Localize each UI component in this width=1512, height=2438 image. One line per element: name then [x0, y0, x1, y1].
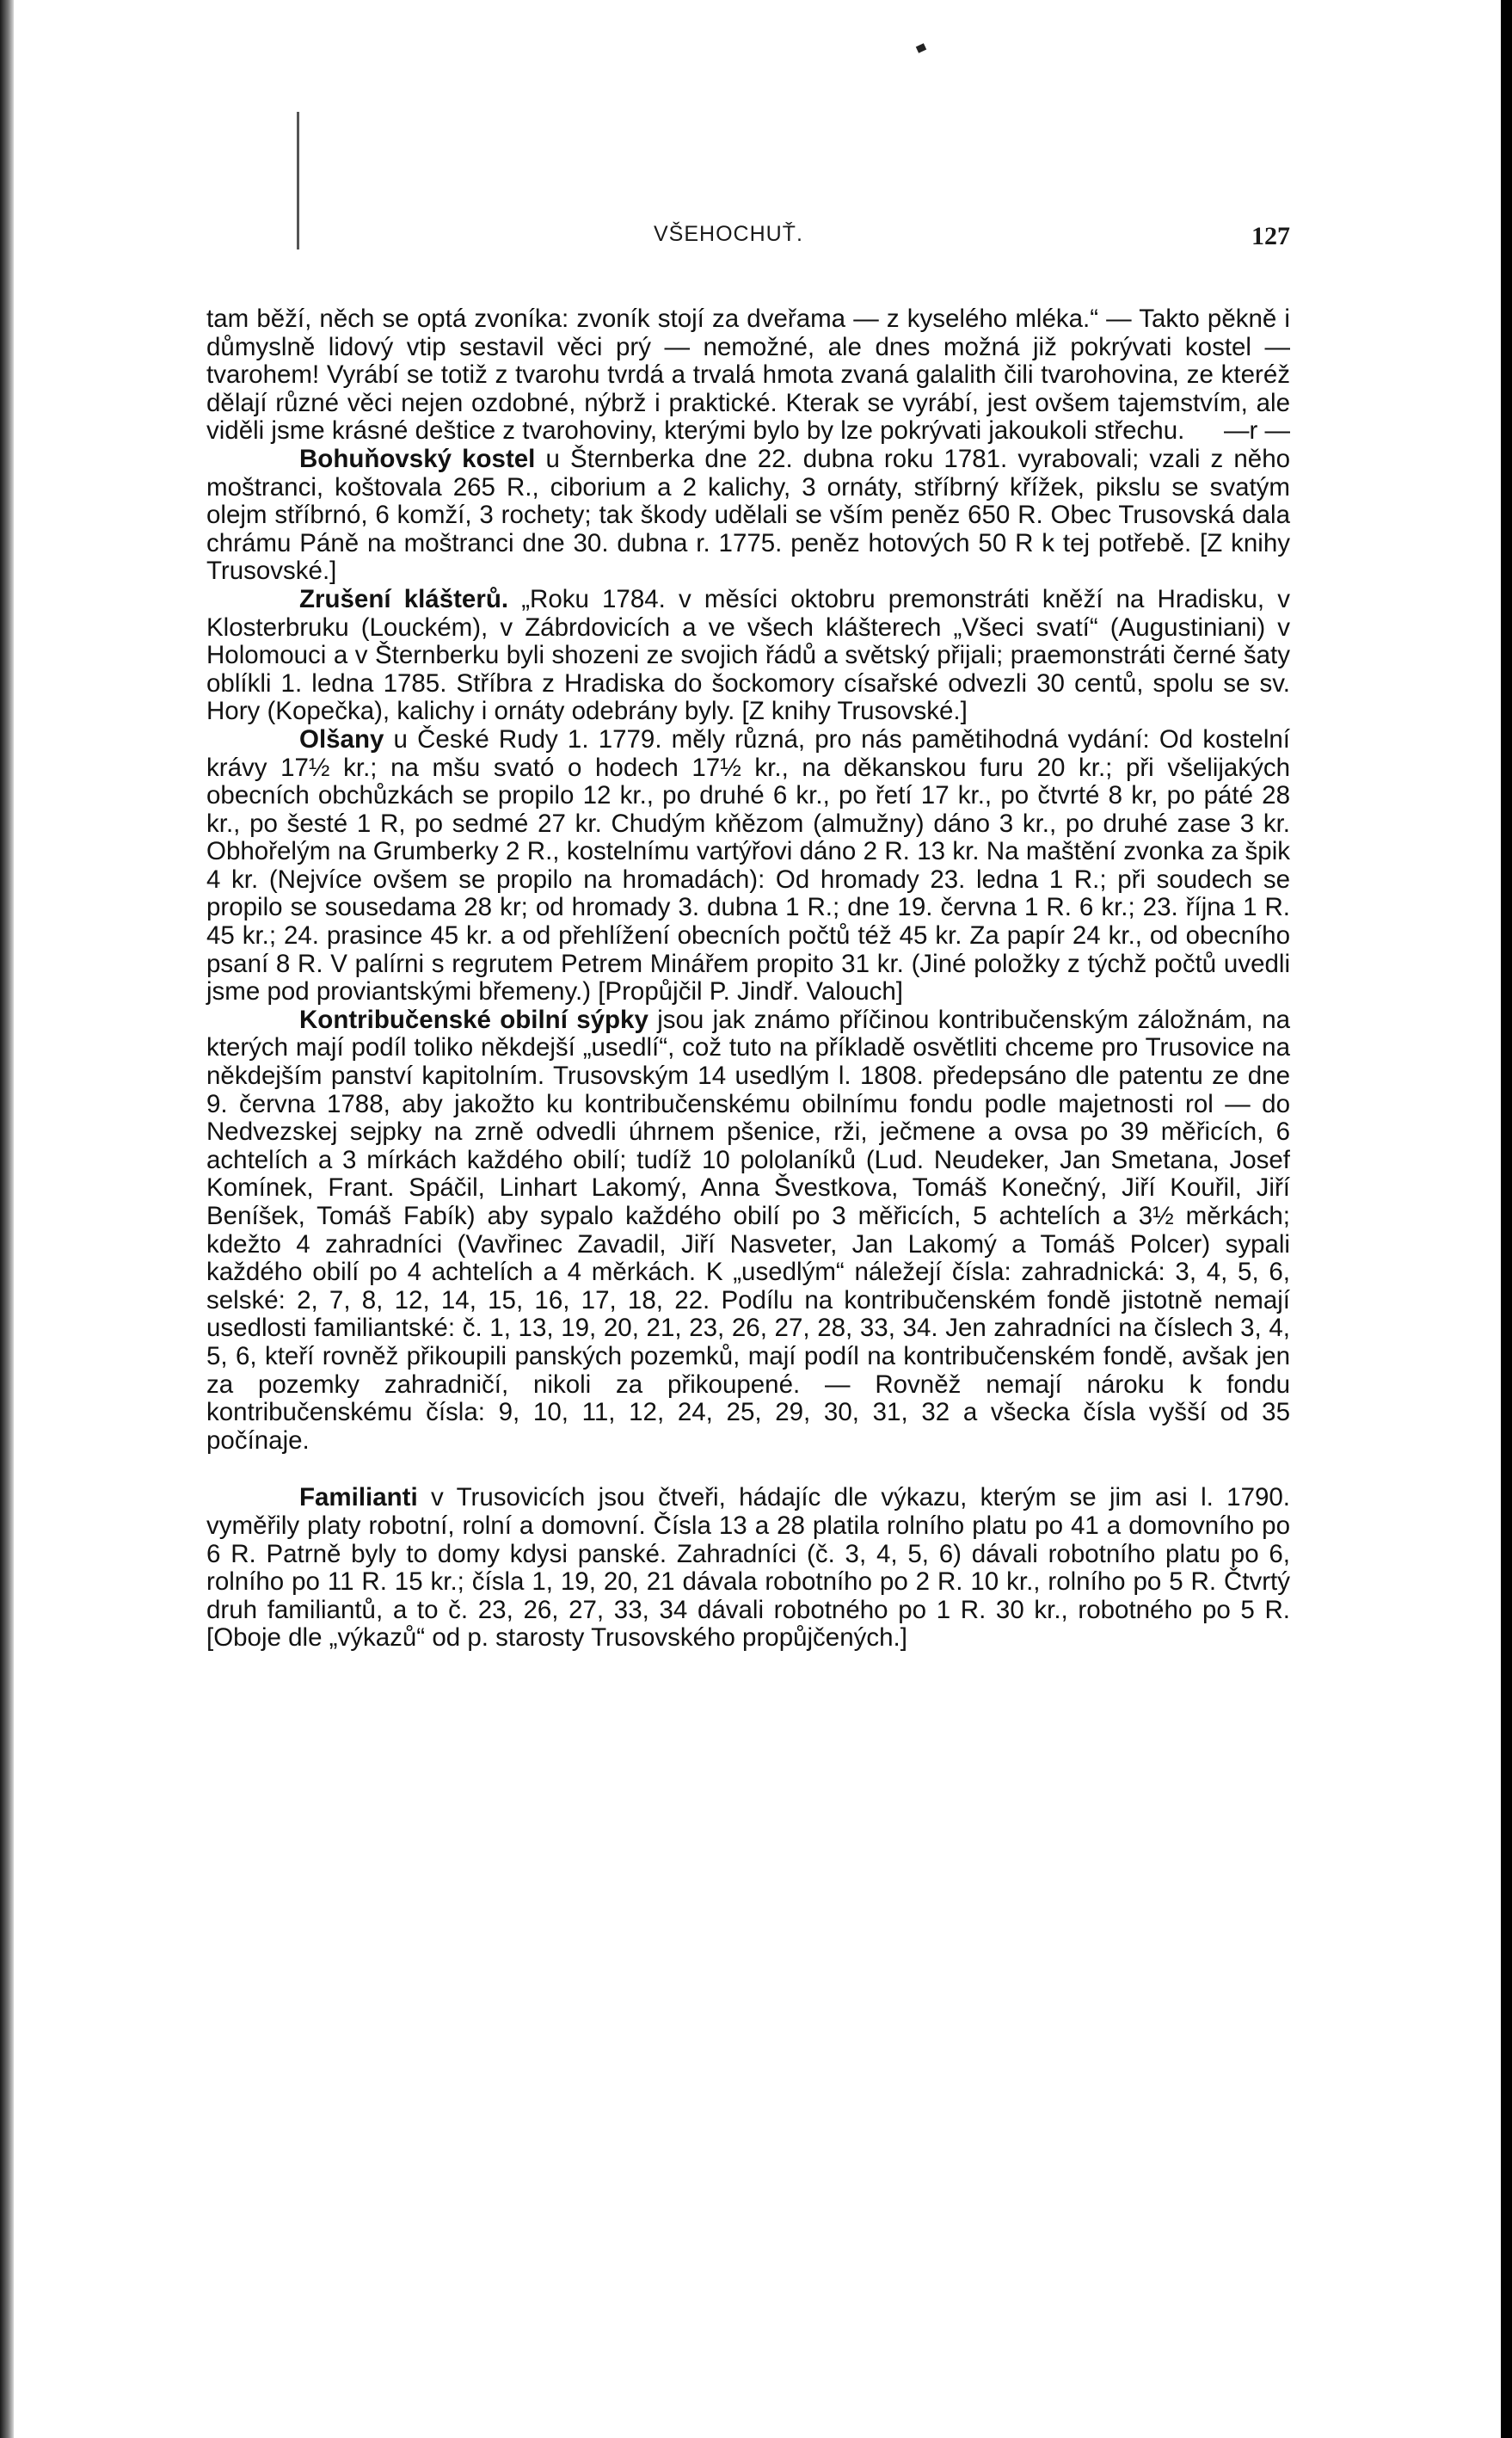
paragraph-bohunovsky	[206, 446, 1290, 586]
paragraph-zruseni	[206, 586, 1290, 726]
paragraph-text: „Roku 1784. v měsíci oktobru premonstráti kněží na Hradisku, v Klosterbruku (Louckém), v Zábrdovicích a ve všech klášterech „Všeci svatí“ (Augustiniani) v Holomouci a v Šternberku byli shozeni ze svojich řádů a světský přijali; praemonstráti černé šaty oblíkli 1. ledna 1785. Stříbra z Hradiska do šockomory císařské odvezli 30 centů, spolu se sv. Hory (Kopečka), kalichy i ornáty odebrány byly. [Z knihy Trusovské.]	[206, 584, 1291, 726]
paragraph-familianti	[206, 1484, 1290, 1653]
author-signature: —r —	[1223, 416, 1290, 446]
section-heading: Bohuňovský kostel	[299, 444, 536, 473]
section-heading: Familianti	[299, 1483, 418, 1512]
scan-binding-edge	[0, 0, 14, 2438]
paragraph-text: u Šternberka dne 22. dubna roku 1781. vyrabovali; vzali z něho moštranci, koštovala 265 R., ciborium a 2 kalichy, 3 ornáty, stříbrný křížek, pikslu se svatým olejm stříbrnó, 6 komží, 3 rochety; tak škody udělali se vším peněz 650 R. Obec Trusovská dala chrámu Páně na moštranci dne 30. dubna r. 1775. peněz hotových 50 R k tej potřebě. [Z knihy Trusovské.]	[206, 444, 1291, 586]
page-number: 127	[1251, 222, 1290, 250]
paragraph-olsany	[206, 726, 1290, 1007]
page-header	[206, 222, 1290, 256]
paragraph-text: v Trusovicích jsou čtveři, hádajíc dle výkazu, kterým se jim asi l. 1790. vyměřily platy robotní, rolní a domovní. Čísla 13 a 28 platila rolního platu po 41 a domovního po 6 R. Patrně byly to domy kdysi panské. Zahradníci (č. 3, 4, 5, 6) dávali robotního platu po 6, rolního po 11 R. 15 kr.; čísla 1, 19, 20, 21 dávala robotního po 2 R. 10 kr., rolního po 5 R. Čtvrtý druh familiantů, a to č. 23, 26, 27, 33, 34 dávali robotného po 1 R. 30 kr., robotného po 5 R. [Oboje dle „výkazů“ od p. starosty Trusovského propůjčených.]	[206, 1483, 1290, 1653]
paragraph-text: jsou jak známo příčinou kontribučenským záložnám, na kterých mají podíl toliko někdejší „usedlí“, což tuto na příkladě osvětliti chceme pro Trusovice na někdejším panství kapitolním. Trusovským 14 usedlým l. 1808. předepsáno dle patentu ze dne 9. června 1788, aby jakožto ku kontribučenskému obilnímu fondu podle majetnosti rol — do Nedvezskej sejpky na zrně odvedli úhrnem pšenice, rži, ječmene a ovsa po 39 měřicích, 6 achtelích a 3 mírkách každého obilí; tudíž 10 pololaníků (Lud. Neudeker, Jan Smetana, Josef Komínek, Frant. Spáčil, Linhart Lakomý, Anna Švestkova, Tomáš Konečný, Jiří Kouřil, Jiří Beníšek, Tomáš Fabík) aby sypalo každého obilí po 3 měřicích, 5 achtelích a 3½ měrkách; kdežto 4 zahradníci (Vavřinec Zavadil, Jiří Nasveter, Jan Lakomý a Tomáš Polcer) sypali každého obilí po 4 achtelích a 4 měrkách. K „usedlým“ náležejí čísla: zahradnická: 3, 4, 5, 6, selské: 2, 7, 8, 12, 14, 15, 16, 17, 18, 22. Podílu na kontribučenském fondě jistotně nemají usedlosti familiantské: č. 1, 13, 19, 20, 21, 23, 26, 27, 28, 33, 34. Jen zahradníci na číslech 3, 4, 5, 6, kteří rovněž přikoupili panských pozemků, mají podíl na kontribučenském fondě, avšak jen za pozemky zahradničí, nikoli za přikoupené. — Rovněž nemají nároku k fondu kontribučenskému čísla: 9, 10, 11, 12, 24, 25, 29, 30, 31, 32 a všecka čísla vyšší od 35 počínaje.	[206, 1005, 1291, 1455]
scan-speck	[916, 43, 926, 52]
section-heading: Kontribučenské obilní sýpky	[299, 1005, 648, 1034]
section-heading: Olšany	[299, 724, 384, 754]
body-text	[206, 305, 1290, 1653]
paragraph-galalith	[206, 305, 1290, 446]
paragraph-text: u České Rudy 1. 1779. měly různá, pro nás pamětihodná vydání: Od kostelní krávy 17½ kr.; na mšu svató o hodech 17½ kr., na děkanskou furu 20 kr.; při všelijakých obecních obchůzkách se propilo 12 kr., po druhé 6 kr., po řetí 17 kr., po čtvrté 8 kr, po páté 28 kr., po šesté 1 R, po sedmé 27 kr. Chudým kňězom (almužny) dáno 3 kr., po druhé zase 3 kr. Obhořelým na Grumberky 2 R., kostelnímu vartýřovi dáno 2 R. 13 kr. Na maštění zvonka za špik 4 kr. (Nejvíce ovšem se propilo na hromadách): Od hromady 23. ledna 1 R.; při soudech se propilo se sousedama 28 kr; od hromady 3. dubna 1 R.; dne 19. června 1 R. 6 kr.; 23. října 1 R. 45 kr.; 24. prasince 45 kr. a od přehlížení obecních počtů též 45 kr. Za papír 24 kr., od obecního psaní 8 R. V palírni s regrutem Petrem Minářem propito 31 kr. (Jiné položky z týchž počtů uvedli jsme pod proviantskými břemeny.) [Propůjčil P. Jindř. Valouch]	[206, 724, 1290, 1007]
paragraph-text: tam běží, něch se optá zvoníka: zvoník stojí za dveřama — z kyselého mléka.“ — Takto pěkně i důmyslně lidový vtip sestavil věci prý — nemožné, ale dnes možná již pokrývati kostel — tvarohem! Vyrábí se totiž z tvarohu tvrdá a trvalá hmota zvaná galalith čili tvarohovina, ze kteréž dělají různé věci nejen ozdobné, nýbrž i praktické. Kterak se vyrábí, jest ovšem tajemstvím, ale viděli jsme krásné deštice z tvarohoviny, kterými bylo by lze pokrývati jakoukoli střechu.	[206, 305, 1290, 446]
paragraph-kontribucenske	[206, 1007, 1290, 1456]
running-title: VŠEHOCHUŤ.	[654, 222, 803, 246]
section-heading: Zrušení klášterů.	[299, 584, 509, 613]
